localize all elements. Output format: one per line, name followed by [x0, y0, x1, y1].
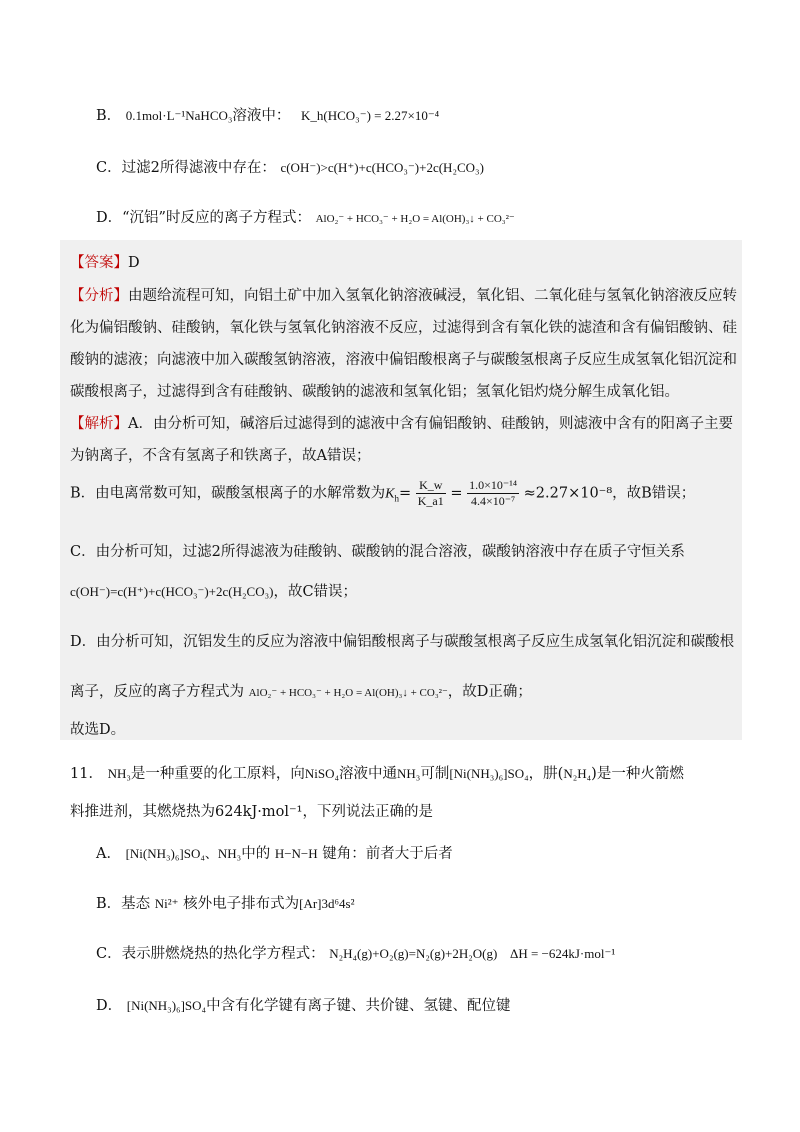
fraction-values — [467, 478, 519, 509]
equation: K_h(HCO₃⁻) = 2.27×10⁻⁴ — [301, 108, 440, 123]
question-text: 溶液中通 — [339, 766, 398, 782]
option-letter: B． — [96, 896, 122, 912]
option-c-prev — [96, 156, 484, 177]
explanation-c-line-2 — [70, 580, 357, 601]
explanation-a-line-2: 为钠离子，不含有氢离子和铁离子，故A错误； — [70, 448, 371, 464]
option-letter: A． — [96, 846, 121, 862]
formula: NiSO₄ — [304, 766, 340, 781]
option-letter: B． — [96, 108, 122, 124]
answer-tag: 【答案】 — [70, 255, 128, 271]
explanation-text: ，故D正确； — [447, 684, 532, 700]
question-11-line-2: 料推进剂，其燃烧热为624kJ·mol⁻¹，下列说法正确的是 — [70, 804, 433, 820]
enthalpy-change: ΔH = −624kJ·mol⁻¹ — [509, 946, 616, 961]
analysis-tag: 【分析】 — [70, 288, 128, 304]
option-text: 中的 — [241, 846, 271, 862]
option-text: 过滤2所得滤液中存在： — [121, 160, 276, 176]
equals-sign: = — [399, 485, 412, 502]
equation: AlO₂⁻ + HCO₃⁻ + H₂O = Al(OH)₃↓ + CO₃²⁻ — [315, 213, 515, 225]
question-text: 是一种重要的化工原料，向 — [130, 766, 305, 782]
question-11-line-1 — [70, 762, 684, 783]
formula: NH₃ — [397, 766, 421, 781]
option-text: 基态 — [121, 896, 151, 912]
formula: H−N−H — [274, 846, 318, 861]
fraction-denominator: K_a1 — [417, 494, 444, 508]
equation: c(OH⁻)>c(H⁺)+c(HCO₃⁻)+2c(H₂CO₃) — [280, 160, 484, 175]
option-letter: C． — [96, 946, 122, 962]
formula: [Ni(NH₃)₆]SO₄、NH₃ — [125, 846, 242, 861]
option-text: “沉铝”时反应的离子方程式： — [122, 210, 311, 226]
option-text: 溶液中： — [232, 108, 291, 124]
equals-sign: = — [450, 485, 463, 502]
question-text: 可制 — [420, 766, 450, 782]
fraction-numerator: 1.0×10⁻¹⁴ — [469, 478, 518, 492]
analysis-line-4: 碳酸根离子，过滤得到含有硅酸钠、碳酸钠的滤液和氢氧化铝；氢氧化铝灼烧分解生成氧化铝。 — [70, 384, 679, 400]
option-b — [96, 892, 355, 913]
explanation-text: ≈2.27×10⁻⁸，故B错误； — [523, 485, 696, 502]
equation: N₂H₄(g)+O₂(g)=N₂(g)+2H₂O(g) — [329, 946, 498, 961]
explanation-conclusion: 故选D。 — [70, 722, 126, 738]
formula: NH₃ — [107, 766, 131, 781]
analysis-line-3: 酸钠的滤液；向滤液中加入碳酸氢钠溶液，溶液中偏铝酸根离子与碳酸氢根离子反应生成氢氧化铝沉淀和 — [70, 352, 737, 368]
fraction-denominator: 4.4×10⁻⁷ — [470, 494, 516, 508]
question-text: ，肼( — [528, 766, 564, 782]
formula: [Ni(NH₃)₆]SO₄ — [126, 998, 207, 1013]
formula: 0.1mol·L⁻¹NaHCO₃ — [125, 108, 233, 123]
explanation-text: A．由分析可知，碱溶后过滤得到的滤液中含有偏铝酸钠、硅酸钠，则滤液中含有的阳离子主要 — [128, 416, 733, 432]
formula: Ni²⁺ — [154, 896, 179, 911]
question-text: )是一种火箭燃 — [591, 766, 684, 782]
explanation-b-line — [70, 478, 695, 509]
answer-line — [70, 251, 140, 272]
option-d-prev — [96, 206, 515, 227]
option-letter: D． — [96, 998, 123, 1014]
kh-symbol: K — [385, 486, 395, 502]
answer-value: D — [128, 255, 140, 271]
option-text: 中含有化学键有离子键、共价键、氢键、配位键 — [206, 998, 511, 1014]
analysis-line-2: 化为偏铝酸钠、硅酸钠，氧化铁与氢氧化钠溶液不反应，过滤得到含有氧化铁的滤渣和含有偏铝酸钠、硅 — [70, 320, 737, 336]
option-letter: D． — [96, 210, 123, 226]
explanation-d-line-1: D．由分析可知，沉铝发生的反应为溶液中偏铝酸根离子与碳酸氢根离子反应生成氢氧化铝沉淀和碳酸根 — [70, 634, 735, 650]
option-a — [96, 842, 453, 863]
equation: AlO₂⁻ + HCO₃⁻ + H₂O = Al(OH)₃↓ + CO₃²⁻ — [248, 687, 448, 699]
formula: N₂H₄ — [563, 766, 592, 781]
equation: c(OH⁻)=c(H⁺)+c(HCO₃⁻)+2c(H₂CO₃) — [70, 584, 274, 599]
kh-subscript: h — [394, 493, 399, 504]
formula: [Ar]3d⁶4s² — [299, 896, 355, 911]
option-d — [96, 994, 511, 1015]
option-text: 表示肼燃烧热的热化学方程式： — [121, 946, 325, 962]
fraction-kw-ka1 — [416, 478, 446, 509]
option-b-prev — [96, 104, 439, 125]
explanation-a-line-1 — [70, 412, 733, 433]
analysis-line-1 — [70, 284, 737, 305]
formula: [Ni(NH₃)₆]SO₄ — [449, 766, 529, 781]
explanation-d-line-2 — [70, 680, 532, 701]
explanation-text: B．由电离常数可知，碳酸氢根离子的水解常数为 — [70, 485, 386, 502]
explanation-tag: 【解析】 — [70, 416, 128, 432]
explanation-text: 离子，反应的离子方程式为 — [70, 684, 244, 700]
explanation-text: ，故C错误； — [273, 584, 358, 600]
option-c — [96, 942, 615, 963]
explanation-c-line-1: C．由分析可知，过滤2所得滤液为硅酸钠、碳酸钠的混合溶液，碳酸钠溶液中存在质子守恒关系 — [70, 544, 685, 560]
option-text: 核外电子排布式为 — [183, 896, 300, 912]
analysis-text: 由题给流程可知，向铝土矿中加入氢氧化钠溶液碱浸，氧化铝、二氧化硅与氢氧化钠溶液反应转 — [128, 288, 737, 304]
question-number: 11． — [70, 766, 103, 782]
option-text: 键角：前者大于后者 — [322, 846, 453, 862]
option-letter: C． — [96, 160, 122, 176]
fraction-numerator: K_w — [416, 478, 446, 494]
